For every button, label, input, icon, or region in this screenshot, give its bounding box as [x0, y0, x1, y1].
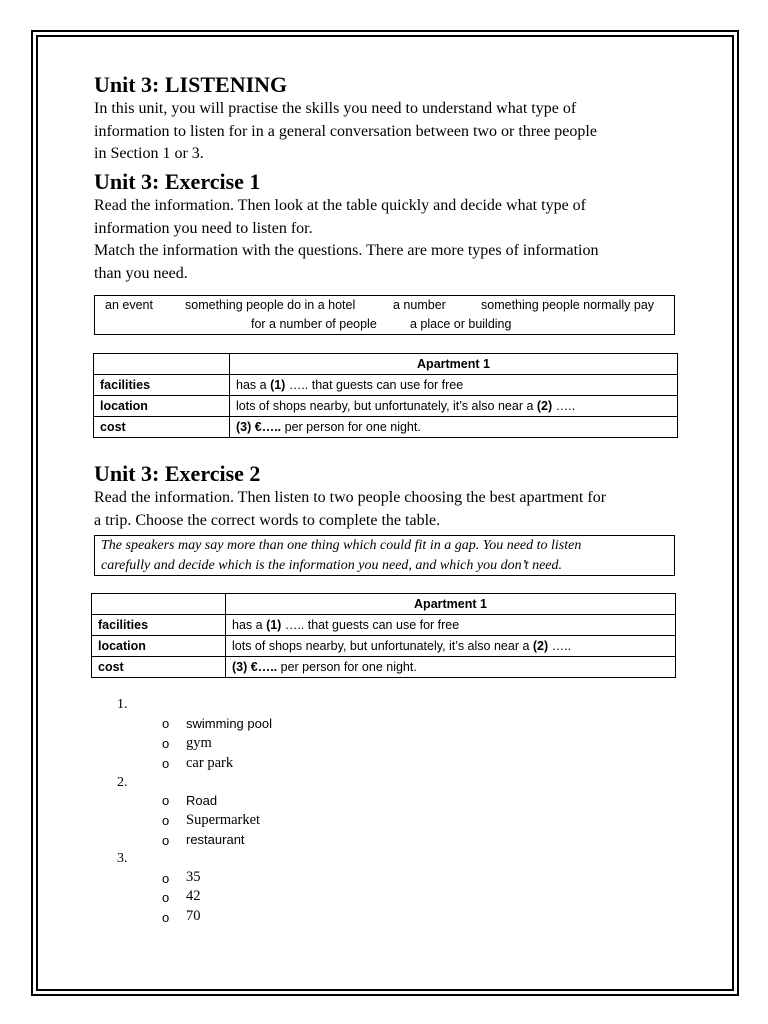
bullet-icon: o [162, 716, 170, 731]
row-label: location [94, 396, 230, 417]
note-line: The speakers may say more than one thing which could fit in a gap. You need to listen [101, 538, 582, 553]
option-item: for a number of people [251, 317, 377, 331]
table-row [94, 417, 678, 438]
row-value: has a (1) ….. that guests can use for free [230, 375, 678, 396]
exercise2-title: Unit 3: Exercise 2 [94, 461, 261, 486]
bullet-icon: o [162, 813, 170, 828]
row-value: has a (1) ….. that guests can use for free [226, 615, 676, 636]
bullet-icon: o [162, 871, 170, 886]
answer-choice[interactable]: car park [186, 755, 234, 771]
bullet-icon: o [162, 793, 170, 808]
exercise1-instructions [94, 195, 684, 285]
instruction-line: a trip. Choose the correct words to complete the table. [94, 511, 441, 529]
word-options-box [94, 295, 675, 335]
table-header-row [92, 594, 676, 615]
table-row [92, 657, 676, 678]
instruction-line: information you need to listen for. [94, 219, 313, 237]
table-row [94, 396, 678, 417]
instruction-line: than you need. [94, 264, 188, 282]
exercise2-instructions [94, 487, 684, 532]
table-row [92, 636, 676, 657]
bullet-icon: o [162, 756, 170, 771]
answer-choice[interactable]: 70 [186, 908, 201, 924]
table-header-row [94, 354, 678, 375]
question-number: 3. [117, 851, 128, 866]
answer-choice[interactable]: restaurant [186, 832, 245, 847]
intro-line: information to listen for in a general conversation between two or three people [94, 122, 597, 140]
exercise1-title: Unit 3: Exercise 1 [94, 169, 261, 194]
note-line: carefully and decide which is the information you need, and which you don’t need. [101, 558, 562, 573]
bullet-icon: o [162, 736, 170, 751]
answer-choice[interactable]: gym [186, 735, 212, 751]
question-number: 1. [117, 697, 128, 712]
unit-title: Unit 3: LISTENING [94, 72, 288, 97]
option-item: a place or building [410, 317, 512, 331]
option-item: something people normally pay [481, 298, 655, 312]
row-value: lots of shops nearby, but unfortunately, it’s also near a (2) ….. [226, 636, 676, 657]
table-corner-cell [94, 354, 230, 375]
intro-line: in Section 1 or 3. [94, 145, 204, 163]
answer-choice[interactable]: Road [186, 793, 218, 808]
option-item: an event [105, 298, 153, 312]
question-number: 2. [117, 775, 128, 790]
exercise2-table [91, 593, 676, 678]
row-label: facilities [92, 615, 226, 636]
table-row [92, 615, 676, 636]
table-row [94, 375, 678, 396]
bullet-icon: o [162, 890, 170, 905]
bullet-icon: o [162, 910, 170, 925]
bullet-icon: o [162, 833, 170, 848]
answer-choice[interactable]: 42 [186, 888, 201, 904]
row-label: cost [92, 657, 226, 678]
listening-note [94, 535, 675, 576]
option-item: something people do in a hotel [185, 298, 356, 312]
answer-choice[interactable]: Supermarket [186, 812, 261, 828]
instruction-line: Match the information with the questions. There are more types of information [94, 242, 599, 260]
table-header-cell: Apartment 1 [230, 354, 678, 375]
row-label: cost [94, 417, 230, 438]
intro-line: In this unit, you will practise the skills you need to understand what type of [94, 100, 577, 117]
unit-intro [94, 98, 684, 166]
table-corner-cell [92, 594, 226, 615]
row-value: (3) €….. per person for one night. [230, 417, 678, 438]
answer-choice[interactable]: swimming pool [186, 716, 272, 731]
answer-choice[interactable]: 35 [186, 869, 201, 885]
row-label: location [92, 636, 226, 657]
instruction-line: Read the information. Then look at the table quickly and decide what type of [94, 197, 586, 214]
option-item: a number [393, 298, 446, 312]
table-header-cell: Apartment 1 [226, 594, 676, 615]
row-value: lots of shops nearby, but unfortunately, it’s also near a (2) ….. [230, 396, 678, 417]
row-label: facilities [94, 375, 230, 396]
row-value: (3) €….. per person for one night. [226, 657, 676, 678]
instruction-line: Read the information. Then listen to two people choosing the best apartment for [94, 489, 607, 506]
exercise1-table [93, 353, 678, 438]
